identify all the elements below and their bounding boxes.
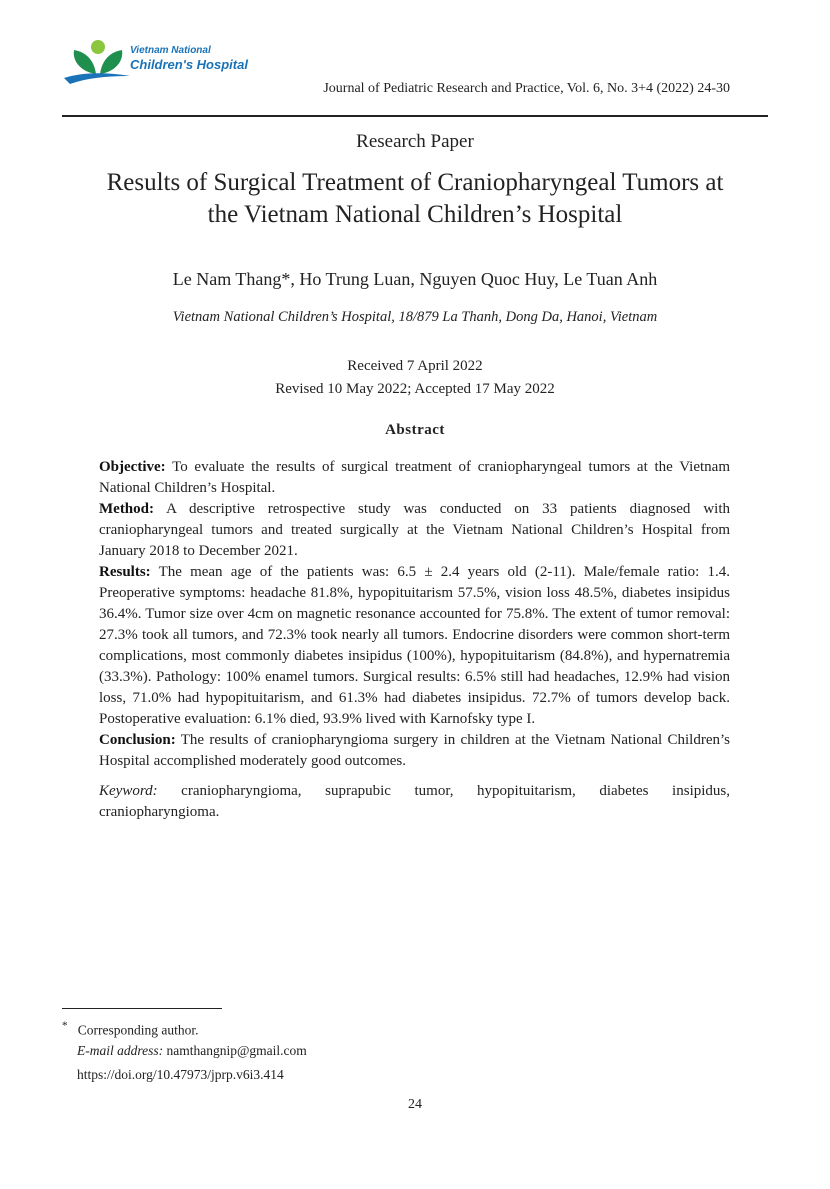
method-text: A descriptive retrospective study was conducted on 33 patients diagnosed with craniopharyngeal tumors and treated surgically at the Vietnam National Children’s Hospital from January 2018 to December 2021. bbox=[99, 501, 730, 559]
conclusion-label: Conclusion: bbox=[99, 732, 176, 748]
logo-text-line1: Vietnam National bbox=[130, 45, 211, 56]
revised-accepted-date: Revised 10 May 2022; Accepted 17 May 2022 bbox=[275, 381, 555, 397]
keyword-label: Keyword: bbox=[99, 783, 158, 799]
results-paragraph bbox=[99, 562, 730, 730]
title-line-1: Results of Surgical Treatment of Craniopharyngeal Tumors at bbox=[106, 169, 724, 196]
abstract-body bbox=[99, 457, 730, 823]
objective-text: To evaluate the results of surgical treatment of craniopharyngeal tumors at the Vietnam National Children’s Hospital. bbox=[99, 459, 730, 496]
results-label: Results: bbox=[99, 564, 151, 580]
method-label: Method: bbox=[99, 501, 154, 517]
email-address[interactable]: namthangnip@gmail.com bbox=[163, 1042, 307, 1058]
footnote-marker: * bbox=[62, 1020, 68, 1032]
keywords-paragraph bbox=[99, 781, 730, 823]
authors: Le Nam Thang*, Ho Trung Luan, Nguyen Quoc Huy, Le Tuan Anh bbox=[172, 269, 658, 289]
conclusion-paragraph bbox=[99, 730, 730, 772]
logo-icon bbox=[62, 38, 132, 86]
objective-paragraph bbox=[99, 457, 730, 499]
email-label: E-mail address: bbox=[77, 1042, 164, 1058]
conclusion-text: The results of craniopharyngioma surgery in children at the Vietnam National Children’s Hospital accomplished moderately good outcomes. bbox=[99, 732, 730, 769]
method-paragraph bbox=[99, 499, 730, 562]
paper-type: Research Paper bbox=[356, 131, 474, 152]
journal-citation: Journal of Pediatric Research and Practice, Vol. 6, No. 3+4 (2022) 24-30 bbox=[323, 81, 730, 96]
objective-label: Objective: bbox=[99, 459, 166, 475]
results-text: The mean age of the patients was: 6.5 ± 2.4 years old (2-11). Male/female ratio: 1.4. Preoperative symptoms: headache 81.8%, hypopituitarism 57.5%, vision loss 48.5%, diabetes insipidus 36.4%. Tumor size over 4cm on magnetic resonance accounted for 75.8%. The extent of tumor removal: 27.3% took all tumors, and 72.3% took nearly all tumors. Endocrine disorders were common short-term complications, most commonly diabetes insipidus (100%), hypopituitarism (84.8%), and hypernatremia (33.3%). Pathology: 100% enamel tumors. Surgical results: 6.5% still had headaches, 12.9% had vision loss, 71.0% had hypopituitarism, and 61.3% had diabetes insipidus. 72.7% of tumors develop back. Postoperative evaluation: 6.1% died, 93.9% lived with Karnofsky type I. bbox=[99, 564, 730, 727]
header-divider bbox=[62, 115, 768, 117]
logo-text bbox=[130, 44, 248, 72]
title-line-2: the Vietnam National Children’s Hospital bbox=[207, 201, 623, 228]
received-date: Received 7 April 2022 bbox=[347, 358, 483, 374]
corresponding-author: Corresponding author. bbox=[77, 1022, 199, 1038]
page-number: 24 bbox=[408, 1097, 422, 1112]
abstract-heading: Abstract bbox=[385, 422, 445, 438]
paper-title bbox=[62, 167, 768, 231]
keywords-text: craniopharyngioma, suprapubic tumor, hypopituitarism, diabetes insipidus, craniopharyngioma. bbox=[99, 783, 730, 820]
logo-text-line2: Children's Hospital bbox=[130, 57, 248, 72]
footnote bbox=[62, 1016, 307, 1061]
doi-link[interactable]: https://doi.org/10.47973/jprp.v6i3.414 bbox=[77, 1067, 284, 1082]
affiliation: Vietnam National Children’s Hospital, 18/879 La Thanh, Dong Da, Hanoi, Vietnam bbox=[172, 309, 658, 325]
dates bbox=[62, 355, 768, 401]
footnote-divider bbox=[62, 1008, 222, 1009]
